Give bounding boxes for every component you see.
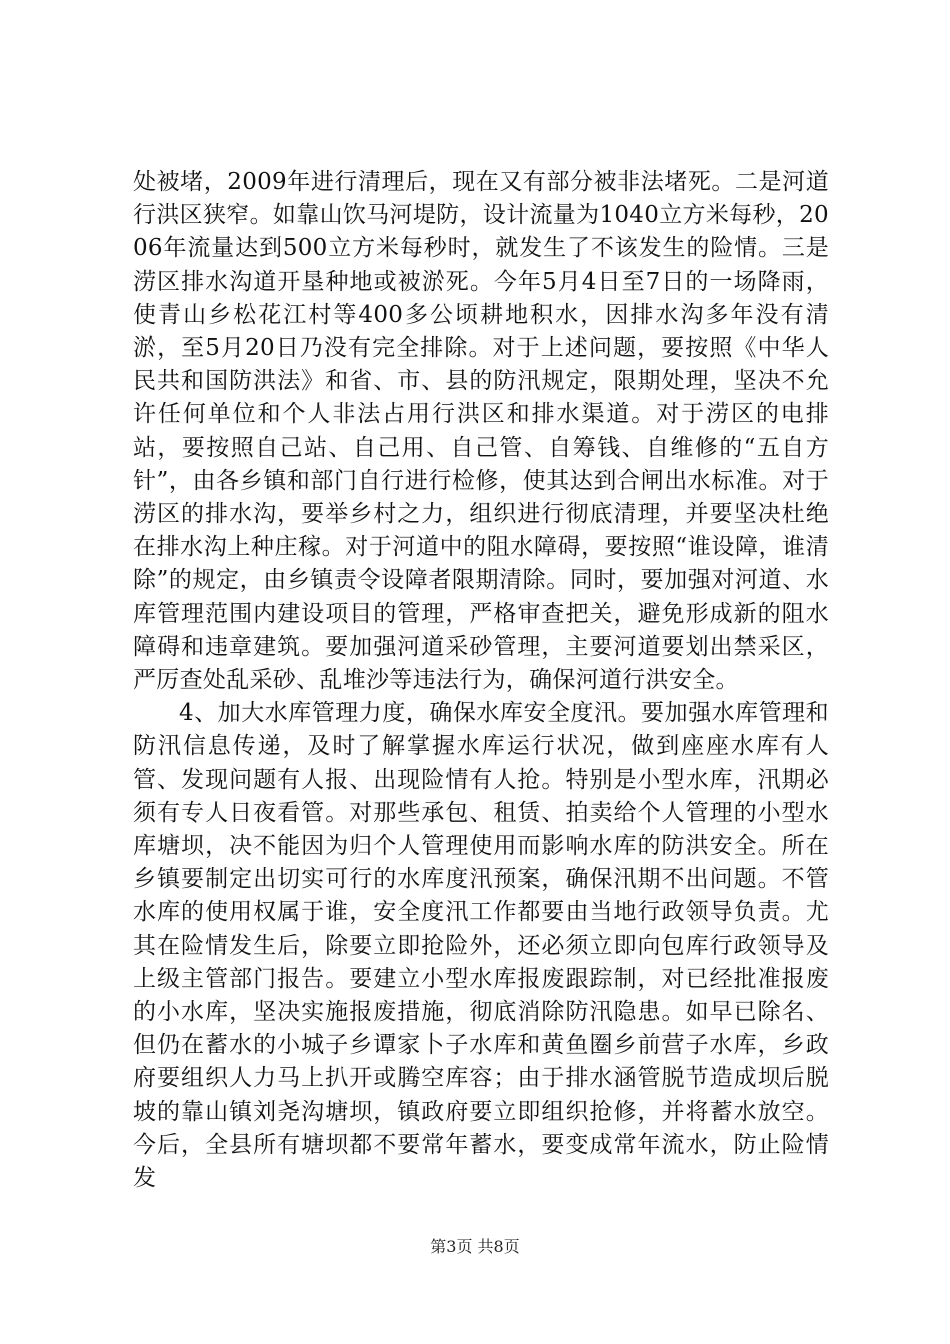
page-number-footer: 第3页 共8页 [430, 1237, 520, 1256]
paragraph-continuation: 处被堵，2009年进行清理后，现在又有部分被非法堵死。二是河道行洪区狭窄。如靠山饮马河堤防，设计流量为1040立方米每秒，2006年流量达到500立方米每秒时，就发生了不该发生的险情。三是涝区排水沟道开垦种地或被淤死。今年5月4日至7日的一场降雨，使青山乡松花江村等400多公顷耕地积水，因排水沟多年没有清淤，至5月20日乃没有完全排除。对于上述问题，要按照《中华人民共和国防洪法》和省、市、县的防汛规定，限期处理，坚决不允许任何单位和个人非法占用行洪区和排水渠道。对于涝区的电排站，要按照自己站、自己用、自己管、自筹钱、自维修的“五自方针”，由各乡镇和部门自行进行检修，使其达到合闸出水标准。对于涝区的排水沟，要举乡村之力，组织进行彻底清理，并要坚决杜绝在排水沟上种庄稼。对于河道中的阻水障碍，要按照“谁设障，谁清除”的规定，由乡镇责令设障者限期清除。同时，要加强对河道、水库管理范围内建设项目的管理，严格审查把关，避免形成新的阻水障碍和违章建筑。要加强河道采砂管理，主要河道要划出禁采区，严厉查处乱采砂、乱堆沙等违法行为，确保河道行洪安全。 [133, 169, 829, 694]
document-body [133, 166, 829, 1195]
paragraph-section-4: 4、加大水库管理力度，确保水库安全度汛。要加强水库管理和防汛信息传递，及时了解掌握水库运行状况，做到座座水库有人管、发现问题有人报、出现险情有人抢。特别是小型水库，汛期必须有专人日夜看管。对那些承包、租赁、拍卖给个人管理的小型水库塘坝，决不能因为归个人管理使用而影响水库的防洪安全。所在乡镇要制定出切实可行的水库度汛预案，确保汛期不出问题。不管水库的使用权属于谁，安全度汛工作都要由当地行政领导负责。尤其在险情发生后，除要立即抢险外，还必须立即向包库行政领导及上级主管部门报告。要建立小型水库报废跟踪制，对已经批准报废的小水库，坚决实施报废措施，彻底消除防汛隐患。如早已除名、但仍在蓄水的小城子乡谭家卜子水库和黄鱼圈乡前营子水库，乡政府要组织人力马上扒开或腾空库容；由于排水涵管脱节造成坝后脱坡的靠山镇刘尧沟塘坝，镇政府要立即组织抢修，并将蓄水放空。今后，全县所有塘坝都不要常年蓄水，要变成常年流水，防止险情发 [133, 700, 829, 1192]
